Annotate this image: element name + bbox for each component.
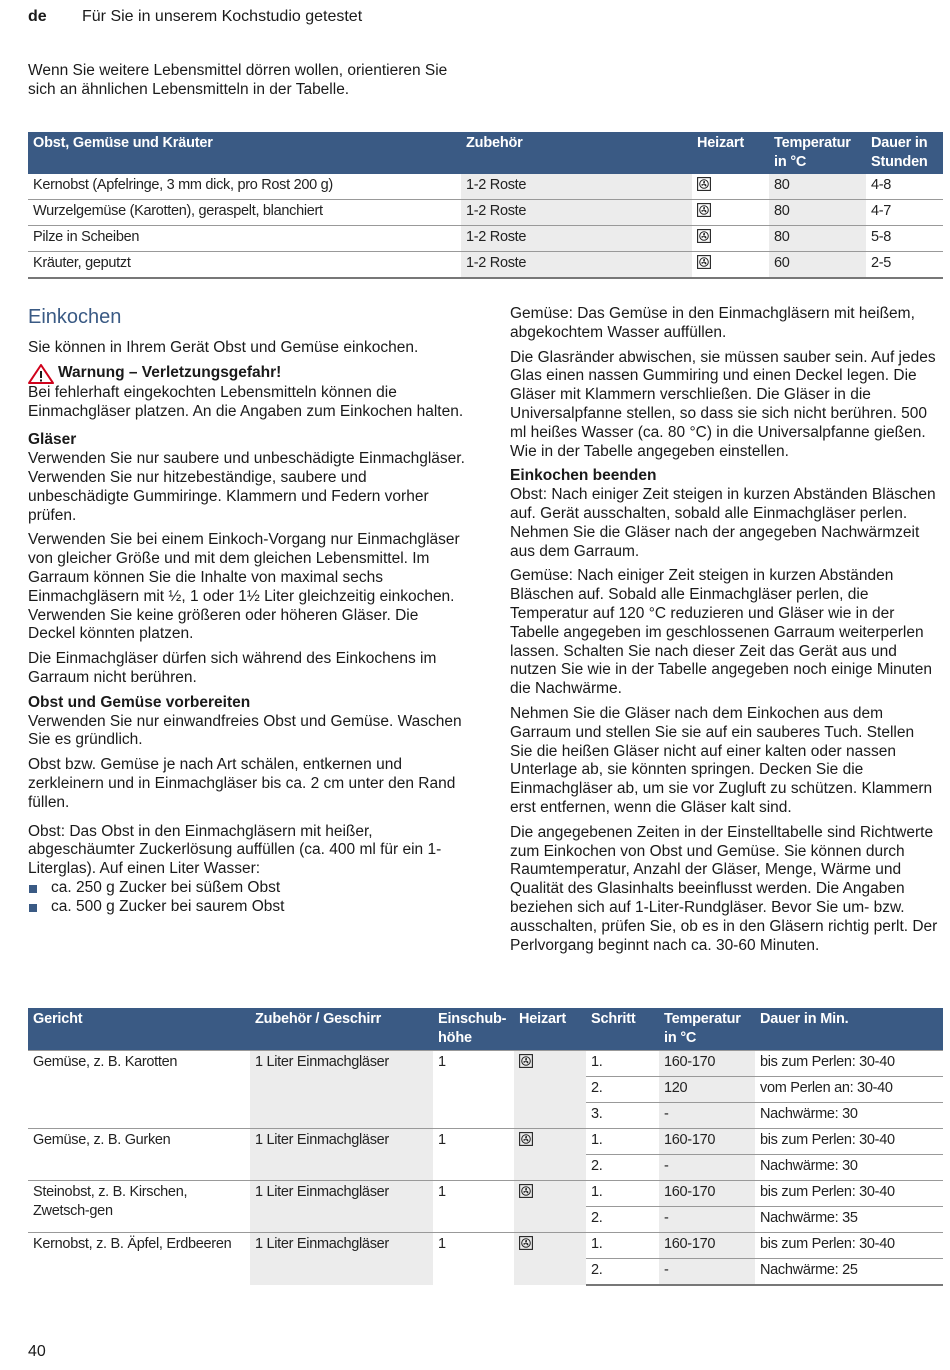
col-header-heating: Heizart (514, 1008, 586, 1051)
subheading-finish: Einkochen beenden (510, 467, 657, 485)
cell-duration: bis zum Perlen: 30-40 (755, 1051, 943, 1077)
cell-temperature: - (659, 1103, 755, 1129)
paragraph: Die angegebenen Zeiten in der Einstelltabelle sind Richtwerte zum Einkochen von Obst und Gemüse. Sie können durch Raumtemperatur, Anzahl der Gläser, Menge, Wärme und Qualität des Glasinhalts beeinflusst werden. Die Angaben beziehen sich auf 1-Liter-Rundgläser. Bevor Sie um- bzw. ausschalten, prüfen Sie, ob es in den Gläsern richtig perlt. Der Perlvorgang beginnt nach ca. 30-60 Minuten. (510, 823, 938, 954)
cell-temperature: 120 (659, 1077, 755, 1103)
cell-duration: 5-8 (866, 226, 943, 252)
cell-heating (692, 174, 769, 200)
fan-heat-icon (519, 1184, 533, 1198)
table-row (28, 1181, 943, 1207)
cell-temperature: 60 (769, 252, 866, 279)
cell-duration: Nachwärme: 25 (755, 1259, 943, 1286)
cell-dish: Steinobst, z. B. Kirschen, Zwetsch-gen (28, 1181, 250, 1233)
paragraph: Obst: Nach einiger Zeit steigen in kurzen Abständen Bläschen auf. Gerät ausschalten, sobald alle Einmachgläser perlen. Nehmen Sie die Gläser nach der angegeben Nachwärmzeit aus dem Garraum. (510, 486, 936, 560)
cell-dish: Kernobst, z. B. Äpfel, Erdbeeren (28, 1233, 250, 1286)
cell-food: Wurzelgemüse (Karotten), geraspelt, blanchiert (28, 200, 461, 226)
cell-step: 2. (586, 1077, 659, 1103)
cell-duration: Nachwärme: 35 (760, 1210, 858, 1226)
cell-accessory: 1-2 Roste (461, 252, 692, 279)
cell-step: 1. (586, 1181, 659, 1207)
cell-step: 1. (586, 1051, 659, 1077)
cell-heating (692, 252, 769, 279)
fan-heat-icon (697, 177, 711, 191)
col-header-duration: Dauer in Min. (755, 1008, 943, 1051)
cell-duration: Nachwärme: 30 (760, 1158, 858, 1174)
col-header-accessory: Zubehör / Geschirr (250, 1008, 433, 1051)
page-header-title: Für Sie in unserem Kochstudio getestet (82, 8, 363, 25)
cell-heating (692, 226, 769, 252)
paragraph: Sie können in Ihrem Gerät Obst und Gemüse einkochen. (28, 339, 419, 356)
cell-temperature: 160-170 (659, 1129, 755, 1155)
cell-dish: Gemüse, z. B. Karotten (28, 1051, 250, 1129)
table-row (28, 1129, 943, 1155)
cell-step: 2. (586, 1259, 659, 1286)
subheading-glasses: Gläser (28, 431, 77, 449)
cell-heating (514, 1181, 586, 1233)
table-row (28, 252, 943, 279)
table-row (28, 1233, 943, 1259)
paragraph: Die Einmachgläser dürfen sich während des Einkochens im Garraum nicht berühren. (28, 650, 437, 686)
cell-level: 1 (433, 1181, 514, 1233)
cell-accessory: 1 Liter Einmachgläser (250, 1233, 433, 1286)
fan-heat-icon (519, 1132, 533, 1146)
cell-heating (692, 200, 769, 226)
warning-title: Warnung – Verletzungsgefahr! (58, 364, 282, 382)
intro-text: Wenn Sie weitere Lebensmittel dörren wollen, orientieren Sie sich an ähnlichen Lebensmitteln in der Tabelle. (28, 62, 448, 98)
cell-heating (514, 1233, 586, 1286)
paragraph: Die Glasränder abwischen, sie müssen sauber sein. Auf jedes Glas einen nassen Gummiring und einen Deckel legen. Die Gläser mit Klammern verschließen. Die Gläser in die Universalpfanne stellen, so dass sie sich nicht berühren. 500 ml heißes Wasser (ca. 80 °C) in die Universalpfanne gießen. Wie in der Tabelle angegeben einstellen. (510, 348, 936, 460)
list-item-text: ca. 250 g Zucker bei süßem Obst (51, 878, 281, 896)
cell-duration: 2-5 (866, 252, 943, 279)
fan-heat-icon (697, 203, 711, 217)
fan-heat-icon (519, 1236, 533, 1250)
cell-accessory: 1-2 Roste (461, 226, 692, 252)
cell-step: 1. (586, 1233, 659, 1259)
col-header-level: Einschub-höhe (433, 1008, 514, 1051)
cell-duration: 4-8 (866, 174, 943, 200)
table-row (28, 174, 943, 200)
cell-level: 1 (433, 1233, 514, 1286)
cell-temperature: - (659, 1259, 755, 1286)
fan-heat-icon (519, 1054, 533, 1068)
cell-heating (514, 1051, 586, 1129)
warning-triangle-icon (28, 364, 54, 384)
cell-temperature: 80 (769, 200, 866, 226)
cell-dish: Gemüse, z. B. Gurken (28, 1129, 250, 1181)
list-item (28, 879, 468, 898)
warning-heading (28, 364, 468, 384)
col-header-step: Schritt (586, 1008, 659, 1051)
table-row (28, 226, 943, 252)
fan-heat-icon (697, 255, 711, 269)
paragraph: Verwenden Sie nur einwandfreies Obst und Gemüse. Waschen Sie es gründlich. (28, 712, 462, 749)
col-header-duration: Dauer in Stunden (866, 132, 943, 174)
col-header-temperature: Temperatur in °C (659, 1008, 755, 1051)
cell-accessory: 1-2 Roste (461, 174, 692, 200)
cell-duration: bis zum Perlen: 30-40 (755, 1233, 943, 1259)
cell-temperature: 80 (769, 226, 866, 252)
paragraph: Verwenden Sie bei einem Einkoch-Vorgang nur Einmachgläser von gleicher Größe und mit dem gleichen Lebensmittel. Im Garraum können Sie die Inhalte von maximal sechs Einmachgläsern mit ½, 1 oder 1½ Liter gleichzeitig einkochen. Verwenden Sie keine größeren oder höheren Gläser. Die Deckel könnten platzen. (28, 531, 460, 643)
drying-table (28, 132, 943, 279)
cell-level: 1 (433, 1129, 514, 1181)
cell-step: 1. (586, 1129, 659, 1155)
paragraph: Nehmen Sie die Gläser nach dem Einkochen aus dem Garraum und stellen Sie sie auf ein sauberes Tuch. Stellen Sie die heißen Gläser nicht auf einer kalten oder nassen Unterlage ab, sie könnten springen. Decken Sie die Einmachgläser ab, um sie vor Zugluft zu schützen. Klammern erst entfernen, wenn die Gläser kalt sind. (510, 704, 933, 816)
square-bullet-icon (29, 885, 37, 893)
cell-step: 3. (591, 1106, 603, 1122)
cell-heating (514, 1129, 586, 1181)
section-title: Einkochen (28, 306, 122, 328)
page-number: 40 (28, 1343, 46, 1360)
col-header-heating: Heizart (692, 132, 769, 174)
col-header-accessory: Zubehör (461, 132, 692, 174)
cell-accessory: 1 Liter Einmachgläser (250, 1181, 433, 1233)
left-column (28, 305, 468, 917)
table-header-row (28, 1008, 943, 1051)
list-item (28, 898, 468, 917)
table-row (28, 200, 943, 226)
paragraph: Verwenden Sie nur saubere und unbeschädigte Einmachgläser. Verwenden Sie nur hitzebeständige, saubere und unbeschädigte Gummiringe. Klammern und Federn vorher prüfen. (28, 450, 465, 524)
cell-duration: bis zum Perlen: 30-40 (755, 1181, 943, 1207)
warning-text: Bei fehlerhaft eingekochten Lebensmitteln können die Einmachgläser platzen. An die Angaben zum Einkochen halten. (28, 383, 464, 420)
table-header-row (28, 132, 943, 174)
cell-accessory: 1 Liter Einmachgläser (250, 1129, 433, 1181)
fan-heat-icon (697, 229, 711, 243)
canning-table (28, 1008, 943, 1286)
paragraph: Obst bzw. Gemüse je nach Art schälen, entkernen und zerkleinern und in Einmachgläser bis ca. 2 cm unter den Rand füllen. (28, 756, 456, 811)
right-column (510, 305, 940, 961)
cell-accessory: 1-2 Roste (461, 200, 692, 226)
cell-temperature: 160-170 (659, 1051, 755, 1077)
cell-food: Kernobst (Apfelringe, 3 mm dick, pro Rost 200 g) (28, 174, 461, 200)
cell-step: 2. (591, 1158, 603, 1174)
bullet-list (28, 879, 468, 917)
table-row (28, 1051, 943, 1077)
cell-duration: 4-7 (866, 200, 943, 226)
col-header-food: Obst, Gemüse und Kräuter (28, 132, 461, 174)
cell-level: 1 (433, 1051, 514, 1129)
cell-duration: Nachwärme: 30 (760, 1106, 858, 1122)
cell-food: Pilze in Scheiben (28, 226, 461, 252)
cell-duration: bis zum Perlen: 30-40 (755, 1129, 943, 1155)
square-bullet-icon (29, 904, 37, 912)
cell-step: 2. (591, 1210, 603, 1226)
cell-duration: vom Perlen an: 30-40 (755, 1077, 943, 1103)
cell-temperature: 160-170 (659, 1233, 755, 1259)
col-header-temperature: Temperatur in °C (769, 132, 866, 174)
cell-temperature: - (659, 1207, 755, 1233)
cell-temperature: 80 (769, 174, 866, 200)
paragraph: Obst: Das Obst in den Einmachgläsern mit heißer, abgeschäumter Zuckerlösung auffüllen (ca. 400 ml für ein 1-Literglas). Auf einen Liter Wasser: (28, 822, 442, 878)
cell-temperature: - (659, 1155, 755, 1181)
cell-food: Kräuter, geputzt (28, 252, 461, 279)
paragraph: Gemüse: Das Gemüse in den Einmachgläsern mit heißem, abgekochtem Wasser auffüllen. (510, 305, 915, 341)
cell-accessory: 1 Liter Einmachgläser (250, 1051, 433, 1129)
list-item-text: ca. 500 g Zucker bei saurem Obst (51, 897, 285, 915)
subheading-prepare: Obst und Gemüse vorbereiten (28, 693, 251, 711)
language-code: de (28, 8, 47, 25)
cell-temperature: 160-170 (659, 1181, 755, 1207)
col-header-dish: Gericht (28, 1008, 250, 1051)
paragraph: Gemüse: Nach einiger Zeit steigen in kurzen Abständen Bläschen auf. Sobald alle Einmachgläser perlen, die Temperatur auf 120 °C reduzieren und Gläser wie in der Tabelle angegeben im geschlossenen Garraum weiterperlen lassen. Schalten Sie nach dieser Zeit das Gerät aus und nutzen Sie wie in der Tabelle angegeben noch einige Minuten die Nachwärme. (510, 567, 932, 698)
